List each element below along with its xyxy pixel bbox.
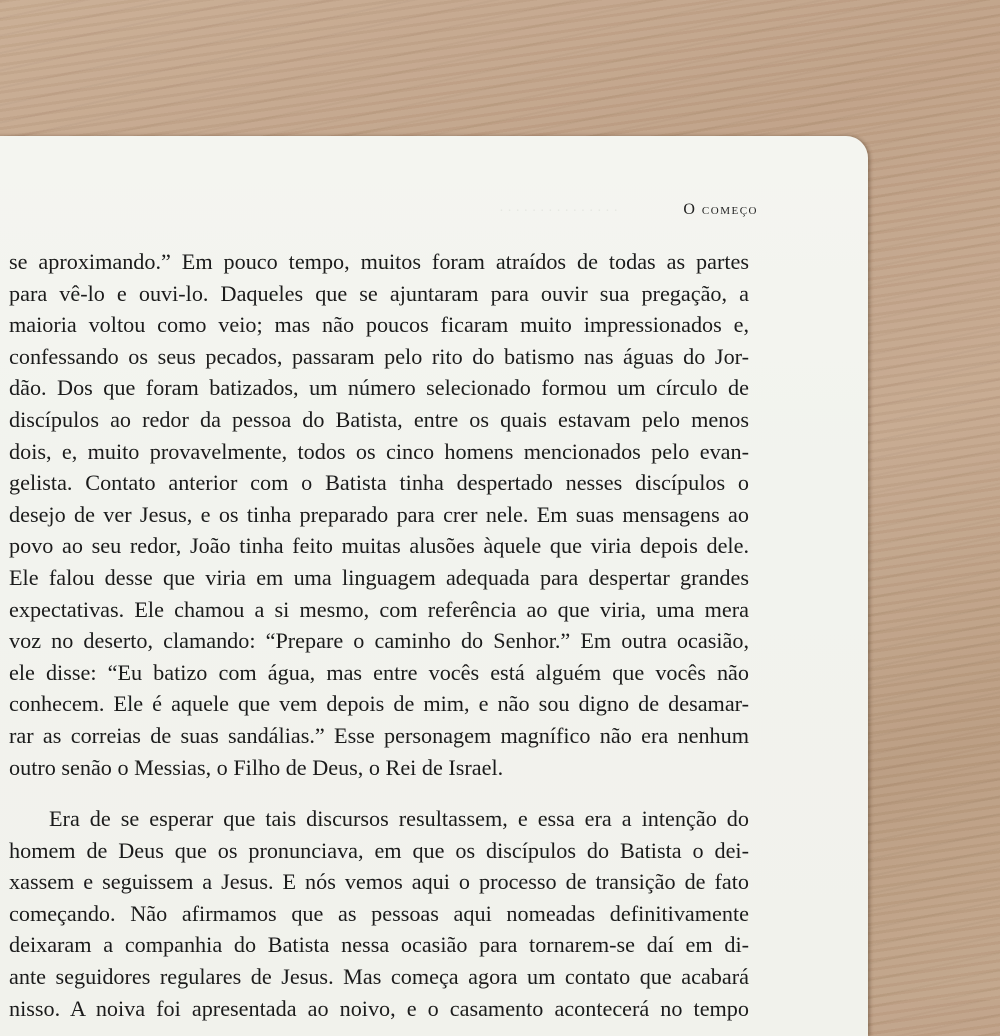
- show-through-text: · · · · · · · · · · · · · · ·: [499, 204, 618, 219]
- text-line: se aproximando.” Em pouco tempo, muitos foram atraídos de todas as partes: [9, 249, 749, 274]
- text-line: rar as correias de suas sandálias.” Esse personagem magnífico não era nenhum: [9, 722, 749, 748]
- text-line: Era de se esperar que tais discursos resultassem, e essa era a intenção do: [49, 806, 749, 832]
- text-line: para vê-lo e ouvi-lo. Daqueles que se ajuntaram para ouvir sua pregação, a: [9, 280, 749, 306]
- paragraph-gap: [9, 783, 749, 803]
- text-line: confessando os seus pecados, passaram pelo rito do batismo nas águas do Jor-: [9, 343, 749, 369]
- text-line: xassem e seguissem a Jesus. E nós vemos aqui o processo de transição de fato: [9, 869, 749, 895]
- text-line: conhecem. Ele é aquele que vem depois de mim, e não sou digno de desamar-: [9, 691, 749, 717]
- book-page: [0, 136, 868, 1036]
- text-line: voz no deserto, clamando: “Prepare o caminho do Senhor.” Em outra ocasião,: [9, 628, 749, 654]
- text-line: ante seguidores regulares de Jesus. Mas começa agora um contato que acabará: [9, 964, 749, 990]
- text-line: maioria voltou como veio; mas não poucos ficaram muito impressionados e,: [9, 312, 749, 338]
- text-line: deixaram a companhia do Batista nessa ocasião para tornarem-se daí em di-: [9, 932, 749, 958]
- text-line: Ele falou desse que viria em uma linguagem adequada para despertar grandes: [9, 564, 749, 590]
- running-head: O começo: [683, 201, 758, 218]
- text-line: discípulos ao redor da pessoa do Batista, entre os quais estavam pelo menos: [9, 406, 749, 432]
- text-line: dão. Dos que foram batizados, um número selecionado formou um círculo de: [9, 375, 749, 401]
- text-line: outro senão o Messias, o Filho de Deus, o Rei de Israel.: [9, 754, 504, 780]
- text-line: desejo de ver Jesus, e os tinha preparado para crer nele. Em suas mensagens ao: [9, 501, 749, 527]
- paragraph: [9, 246, 749, 783]
- text-line: nisso. A noiva foi apresentada ao noivo, e o casamento acontecerá no tempo: [9, 995, 749, 1021]
- text-line: povo ao seu redor, João tinha feito muitas alusões àquele que viria depois dele.: [9, 533, 749, 559]
- body-text: [9, 246, 749, 1024]
- paragraph: [9, 803, 749, 1024]
- text-line: gelista. Contato anterior com o Batista tinha despertado nesses discípulos o: [9, 470, 749, 496]
- text-line: homem de Deus que os pronunciava, em que os discípulos do Batista o dei-: [9, 837, 749, 863]
- text-line: expectativas. Ele chamou a si mesmo, com referência ao que viria, uma mera: [9, 596, 749, 622]
- text-line: dois, e, muito provavelmente, todos os cinco homens mencionados pelo evan-: [9, 438, 749, 464]
- text-line: começando. Não afirmamos que as pessoas aqui nomeadas definitivamente: [9, 900, 749, 926]
- text-line: ele disse: “Eu batizo com água, mas entre vocês está alguém que vocês não: [9, 659, 749, 685]
